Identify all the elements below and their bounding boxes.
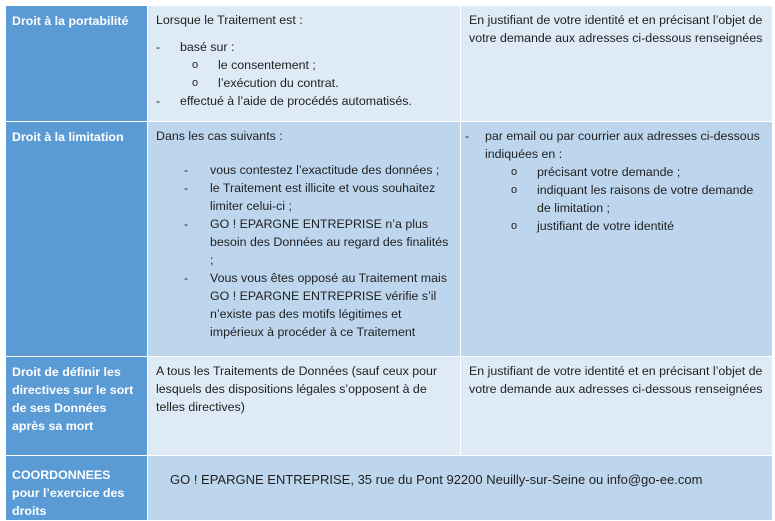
procedure-cell (461, 122, 773, 357)
conditions-cell (148, 6, 461, 122)
row-header-label: Droit à la portabilité (12, 14, 129, 28)
procedure-text: En justifiant de votre identité et en précisant l’objet de votre demande aux adresses ci-dessous renseignées (469, 13, 763, 45)
procedure-cell (461, 6, 773, 122)
list-item: o l’exécution du contrat. (192, 74, 452, 92)
sub-list (511, 163, 764, 235)
contact-text: GO ! EPARGNE ENTREPRISE, 35 rue du Pont 92200 Neuilly-sur-Seine ou info@go-ee.com (170, 472, 703, 487)
conditions-text: A tous les Traitements de Données (sauf ceux pour lesquels des dispositions légales s’opposent à de telles directives) (156, 364, 438, 414)
list-item: - Vous vous êtes opposé au Traitement mais GO ! EPARGNE ENTREPRISE vérifie s’il n’existe pas des motifs légitimes et impérieux à procéder à ce Traitement (156, 269, 452, 341)
list-item: - vous contestez l’exactitude des données ; (156, 161, 452, 179)
list-item: - effectué à l’aide de procédés automatisés. (156, 92, 452, 110)
list-item-text: basé sur : (180, 40, 235, 54)
list-item-text: par email ou par courrier aux adresses ci-dessous indiquées en : (485, 129, 760, 161)
conditions-intro: Lorsque le Traitement est : (156, 13, 303, 27)
conditions-list (156, 38, 452, 110)
sub-list (192, 56, 452, 92)
contact-cell (148, 456, 773, 521)
list-item (156, 38, 452, 92)
list-item: - le Traitement est illicite et vous souhaitez limiter celui-ci ; (156, 179, 452, 215)
list-item (465, 127, 764, 235)
table-row (6, 6, 773, 122)
row-header-portabilite (6, 6, 148, 122)
conditions-list (156, 161, 452, 341)
table-row (6, 122, 773, 357)
row-header-directives (6, 357, 148, 456)
list-item: o indiquant les raisons de votre demande de limitation ; (511, 181, 764, 217)
list-item: o le consentement ; (192, 56, 452, 74)
table-row (6, 357, 773, 456)
procedure-text: En justifiant de votre identité et en précisant l’objet de votre demande aux adresses ci-dessous renseignées (469, 364, 763, 396)
conditions-intro: Dans les cas suivants : (156, 129, 283, 143)
list-item: o justifiant de votre identité (511, 217, 764, 235)
list-item: o précisant votre demande ; (511, 163, 764, 181)
conditions-cell (148, 122, 461, 357)
rights-table (5, 5, 773, 521)
row-header-limitation (6, 122, 148, 357)
list-item: - GO ! EPARGNE ENTREPRISE n’a plus besoin des Données au regard des finalités ; (156, 215, 452, 269)
row-header-label: COORDONNEES pour l’exercice des droits (12, 468, 125, 518)
conditions-cell (148, 357, 461, 456)
table-row (6, 456, 773, 521)
row-header-label: Droit à la limitation (12, 130, 124, 144)
procedure-cell (461, 357, 773, 456)
row-header-coordonnees (6, 456, 148, 521)
row-header-label: Droit de définir les directives sur le sort de ses Données après sa mort (12, 365, 134, 433)
procedure-list (465, 127, 764, 235)
